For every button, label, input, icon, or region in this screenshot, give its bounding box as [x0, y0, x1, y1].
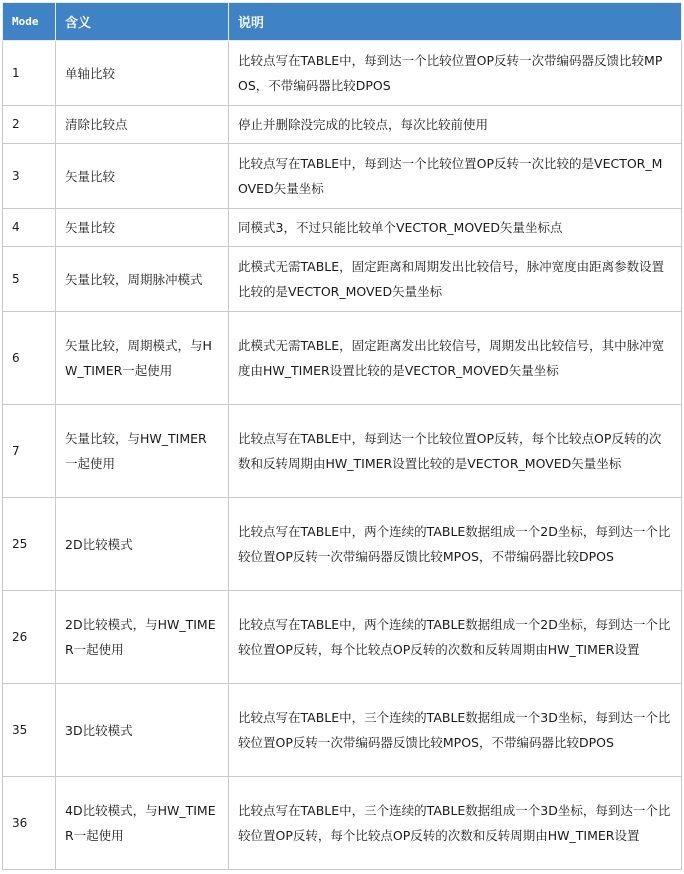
- header-description: 说明: [229, 3, 682, 41]
- cell-description: 比较点写在TABLE中，每到达一个比较位置OP反转一次比较的是VECTOR_MOVED矢量坐标: [229, 144, 682, 209]
- table-header: [3, 3, 682, 41]
- cell-description: 比较点写在TABLE中，每到达一个比较位置OP反转一次带编码器反馈比较MPOS，不带编码器比较DPOS: [229, 41, 682, 106]
- cell-mode: 25: [3, 498, 56, 591]
- cell-mode: 35: [3, 684, 56, 777]
- table-row: [3, 684, 682, 777]
- cell-description: 比较点写在TABLE中，三个连续的TABLE数据组成一个3D坐标，每到达一个比较位置OP反转，每个比较点OP反转的次数和反转周期由HW_TIMER设置: [229, 777, 682, 870]
- cell-meaning: 单轴比较: [56, 41, 229, 106]
- cell-mode: 6: [3, 312, 56, 405]
- cell-description: 比较点写在TABLE中，每到达一个比较位置OP反转，每个比较点OP反转的次数和反转周期由HW_TIMER设置比较的是VECTOR_MOVED矢量坐标: [229, 405, 682, 498]
- table-row: [3, 591, 682, 684]
- cell-description: 停止并删除没完成的比较点，每次比较前使用: [229, 106, 682, 144]
- cell-meaning: 4D比较模式，与HW_TIMER一起使用: [56, 777, 229, 870]
- cell-meaning: 3D比较模式: [56, 684, 229, 777]
- header-mode: Mode: [3, 3, 56, 41]
- cell-meaning: 2D比较模式: [56, 498, 229, 591]
- cell-mode: 7: [3, 405, 56, 498]
- cell-mode: 2: [3, 106, 56, 144]
- table-row: [3, 144, 682, 209]
- table-row: [3, 312, 682, 405]
- table-row: [3, 405, 682, 498]
- cell-meaning: 矢量比较: [56, 144, 229, 209]
- cell-meaning: 矢量比较，周期模式，与HW_TIMER一起使用: [56, 312, 229, 405]
- cell-description: 此模式无需TABLE，固定距离发出比较信号，周期发出比较信号，其中脉冲宽度由HW_TIMER设置比较的是VECTOR_MOVED矢量坐标: [229, 312, 682, 405]
- cell-description: 比较点写在TABLE中，两个连续的TABLE数据组成一个2D坐标，每到达一个比较位置OP反转一次带编码器反馈比较MPOS，不带编码器比较DPOS: [229, 498, 682, 591]
- cell-description: 比较点写在TABLE中，两个连续的TABLE数据组成一个2D坐标，每到达一个比较位置OP反转，每个比较点OP反转的次数和反转周期由HW_TIMER设置: [229, 591, 682, 684]
- cell-meaning: 2D比较模式，与HW_TIMER一起使用: [56, 591, 229, 684]
- cell-mode: 5: [3, 247, 56, 312]
- table-row: [3, 777, 682, 870]
- cell-meaning: 矢量比较，与HW_TIMER一起使用: [56, 405, 229, 498]
- header-row: [3, 3, 682, 41]
- table-row: [3, 498, 682, 591]
- cell-mode: 26: [3, 591, 56, 684]
- cell-mode: 1: [3, 41, 56, 106]
- table-row: [3, 209, 682, 247]
- cell-mode: 4: [3, 209, 56, 247]
- mode-table: [2, 2, 682, 870]
- cell-mode: 36: [3, 777, 56, 870]
- table-row: [3, 106, 682, 144]
- cell-meaning: 清除比较点: [56, 106, 229, 144]
- cell-description: 同模式3，不过只能比较单个VECTOR_MOVED矢量坐标点: [229, 209, 682, 247]
- cell-meaning: 矢量比较，周期脉冲模式: [56, 247, 229, 312]
- cell-description: 比较点写在TABLE中，三个连续的TABLE数据组成一个3D坐标，每到达一个比较位置OP反转一次带编码器反馈比较MPOS，不带编码器比较DPOS: [229, 684, 682, 777]
- header-meaning: 含义: [56, 3, 229, 41]
- table-body: [3, 41, 682, 870]
- cell-description: 此模式无需TABLE，固定距离和周期发出比较信号，脉冲宽度由距离参数设置比较的是VECTOR_MOVED矢量坐标: [229, 247, 682, 312]
- cell-mode: 3: [3, 144, 56, 209]
- table-row: [3, 247, 682, 312]
- table-row: [3, 41, 682, 106]
- cell-meaning: 矢量比较: [56, 209, 229, 247]
